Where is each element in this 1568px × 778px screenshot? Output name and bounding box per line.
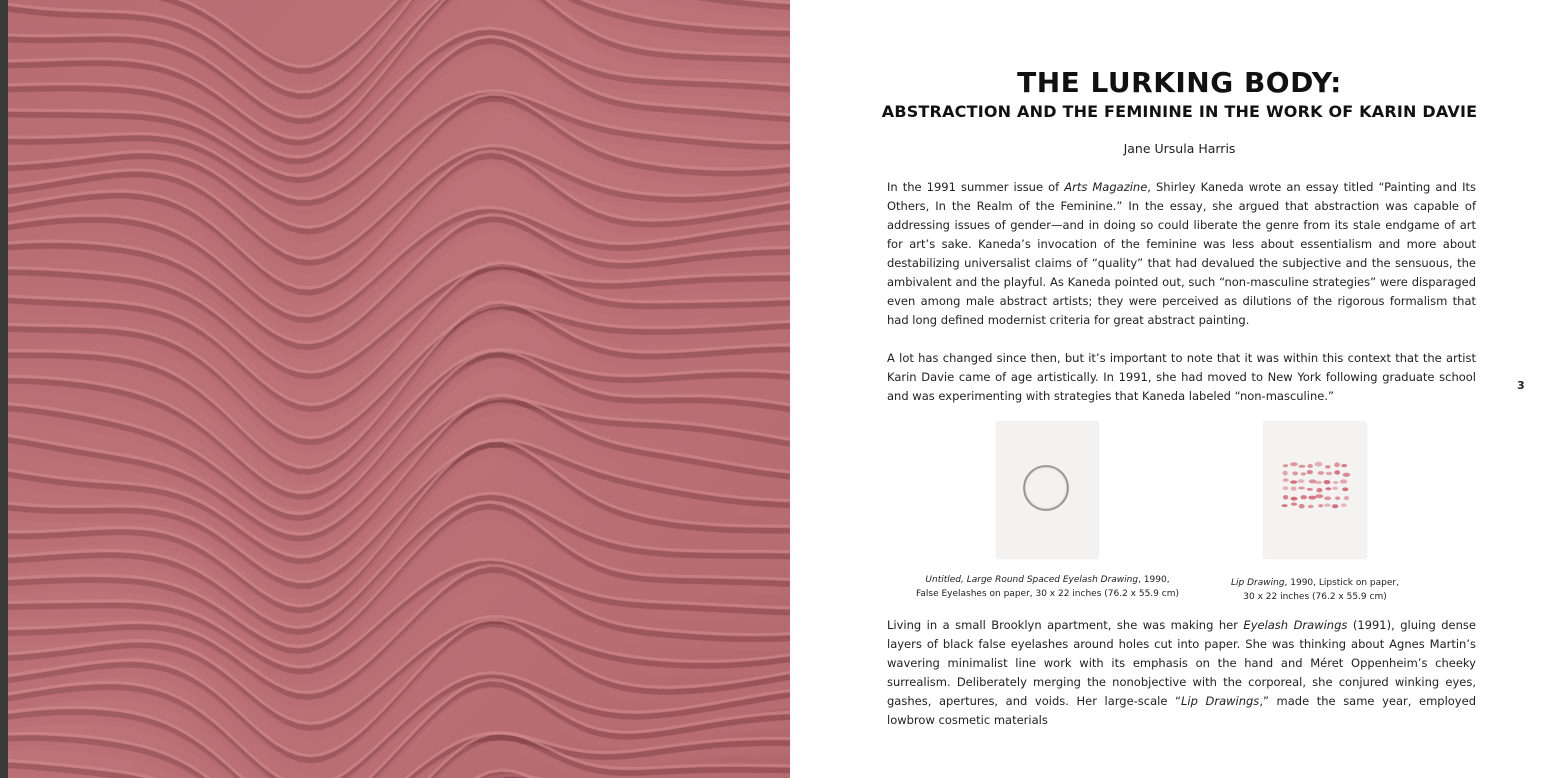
caption-details: , 1990, [1138,575,1170,585]
painting-image [8,0,790,778]
lipstick-mark [1315,481,1323,484]
article-title: THE LURKING BODY: [1017,66,1342,99]
lipstick-mark [1316,488,1322,493]
wavy-abstract-painting-icon [8,0,790,778]
lipstick-mark [1292,471,1298,475]
lipstick-mark [1299,504,1305,509]
lipstick-mark [1318,471,1324,475]
lipstick-mark [1298,479,1305,483]
page-number: 3 [1517,379,1525,392]
author-name: Jane Ursula Harris [1123,141,1236,156]
paragraph-text: , Shirley Kaneda wrote an essay titled “Painting and Its Others, In the Realm of the Feminine.” In the essay, she argued that abstraction was capable of addressing issues of gender—and in doing so could liberate the genre from its stale endgame of art for art’s sake. Kaneda’s invocation of the feminine was less about essentialism and more about destabilizing universalist claims of “quality” that had devalued the subjective and the sensuous, the ambivalent and the playful. As Kaneda pointed out, such “non-masculine strategies” were disparaged even among male abstract artists; they were perceived as dilutions of the rigorous formalism that had long defined modernist criteria for great abstract painting. [887,180,1476,327]
lipstick-mark [1324,496,1331,500]
lipstick-mark [1291,497,1298,501]
lipstick-mark [1301,495,1307,499]
lipstick-mark [1343,473,1351,477]
lipstick-mark [1326,472,1332,475]
lipstick-mark [1324,480,1331,484]
lipstick-mark [1291,503,1297,506]
caption-artwork-title: Lip Drawing [1231,578,1285,588]
figure-caption-1 [907,573,1188,601]
lipstick-mark [1283,486,1289,490]
paragraph-text: Living in a small Brooklyn apartment, she was making her [887,618,1244,632]
lipstick-mark [1283,478,1289,482]
lipstick-mark [1340,479,1347,483]
lipstick-mark [1301,472,1306,475]
lipstick-mark [1332,504,1338,508]
eyelash-drawing-figure [997,422,1098,558]
series-title: Lip Drawings [1181,694,1260,708]
series-title: Eyelash Drawings [1243,618,1348,632]
caption-medium: 30 x 22 inches (76.2 x 55.9 cm) [1243,592,1387,602]
article-page [791,0,1568,778]
lipstick-mark [1307,470,1313,474]
lipstick-mark [1325,465,1331,469]
lipstick-mark [1315,462,1323,467]
lipstick-mark [1290,480,1297,483]
paragraph-text: ,” made the same year, employed lowbrow cosmetic materials [887,694,1476,727]
lipstick-mark [1298,487,1305,490]
lipstick-mark [1325,487,1331,490]
caption-artwork-title: Untitled, Large Round Spaced Eyelash Drawing [925,575,1139,585]
lipstick-mark [1308,496,1316,500]
lipstick-mark [1308,464,1313,468]
paragraph-text: In the 1991 summer issue of [887,180,1065,194]
body-paragraph-2: A lot has changed since then, but it’s important to note that it was within this context that the artist Karin Davie came of age artistically. In 1991, she had moved to New York following graduate school and was experimenting with strategies that Kaneda labeled “non-masculine.” [887,351,1476,403]
article-subtitle: ABSTRACTION AND THE FEMININE IN THE WORK OF KARIN DAVIE [881,102,1478,121]
caption-medium: False Eyelashes on paper, 30 x 22 inches (76.2 x 55.9 cm) [916,589,1179,599]
figure-caption-2 [1205,576,1425,604]
lipstick-mark [1308,505,1314,508]
lipstick-mark [1283,471,1288,476]
lipstick-mark [1315,494,1323,498]
eyelash-ring-icon [997,422,1098,558]
lipstick-mark [1333,481,1339,484]
body-paragraph-1 [887,178,1476,330]
lipstick-mark [1344,496,1349,500]
page-edge-strip [0,0,8,778]
body-paragraph-3 [887,616,1476,730]
lipstick-mark [1341,503,1347,507]
lipstick-mark [1335,496,1340,500]
lipstick-mark [1324,504,1331,507]
lipstick-mark [1334,462,1340,467]
lipstick-mark [1282,504,1288,507]
lipstick-mark [1283,464,1288,467]
magazine-title: Arts Magazine [1064,180,1148,194]
paragraph-text: (1991), gluing dense layers of black false eyelashes around holes cut into paper. She was thinking about Agnes Martin’s wavering minimalist line work with its emphasis on the hand and Méret Oppenheim’s cheeky surrealism. Deliberately merging the nonobjective with the corporeal, she conjured winking eyes, gashes, apertures, and voids. Her large-scale “ [887,618,1476,708]
lip-drawing-figure [1264,422,1366,558]
lipstick-mark [1283,495,1288,500]
lipstick-mark [1342,487,1348,491]
lipstick-mark [1307,488,1313,491]
lipstick-mark [1341,464,1347,467]
lipstick-mark [1332,487,1338,490]
lipstick-mark [1318,504,1323,507]
caption-details: , 1990, Lipstick on paper, [1284,578,1399,588]
lipstick-mark [1334,470,1340,474]
lipstick-mark [1291,487,1297,491]
lipstick-marks-icon [1264,422,1366,558]
lipstick-mark [1290,462,1298,466]
lipstick-mark [1298,465,1305,468]
